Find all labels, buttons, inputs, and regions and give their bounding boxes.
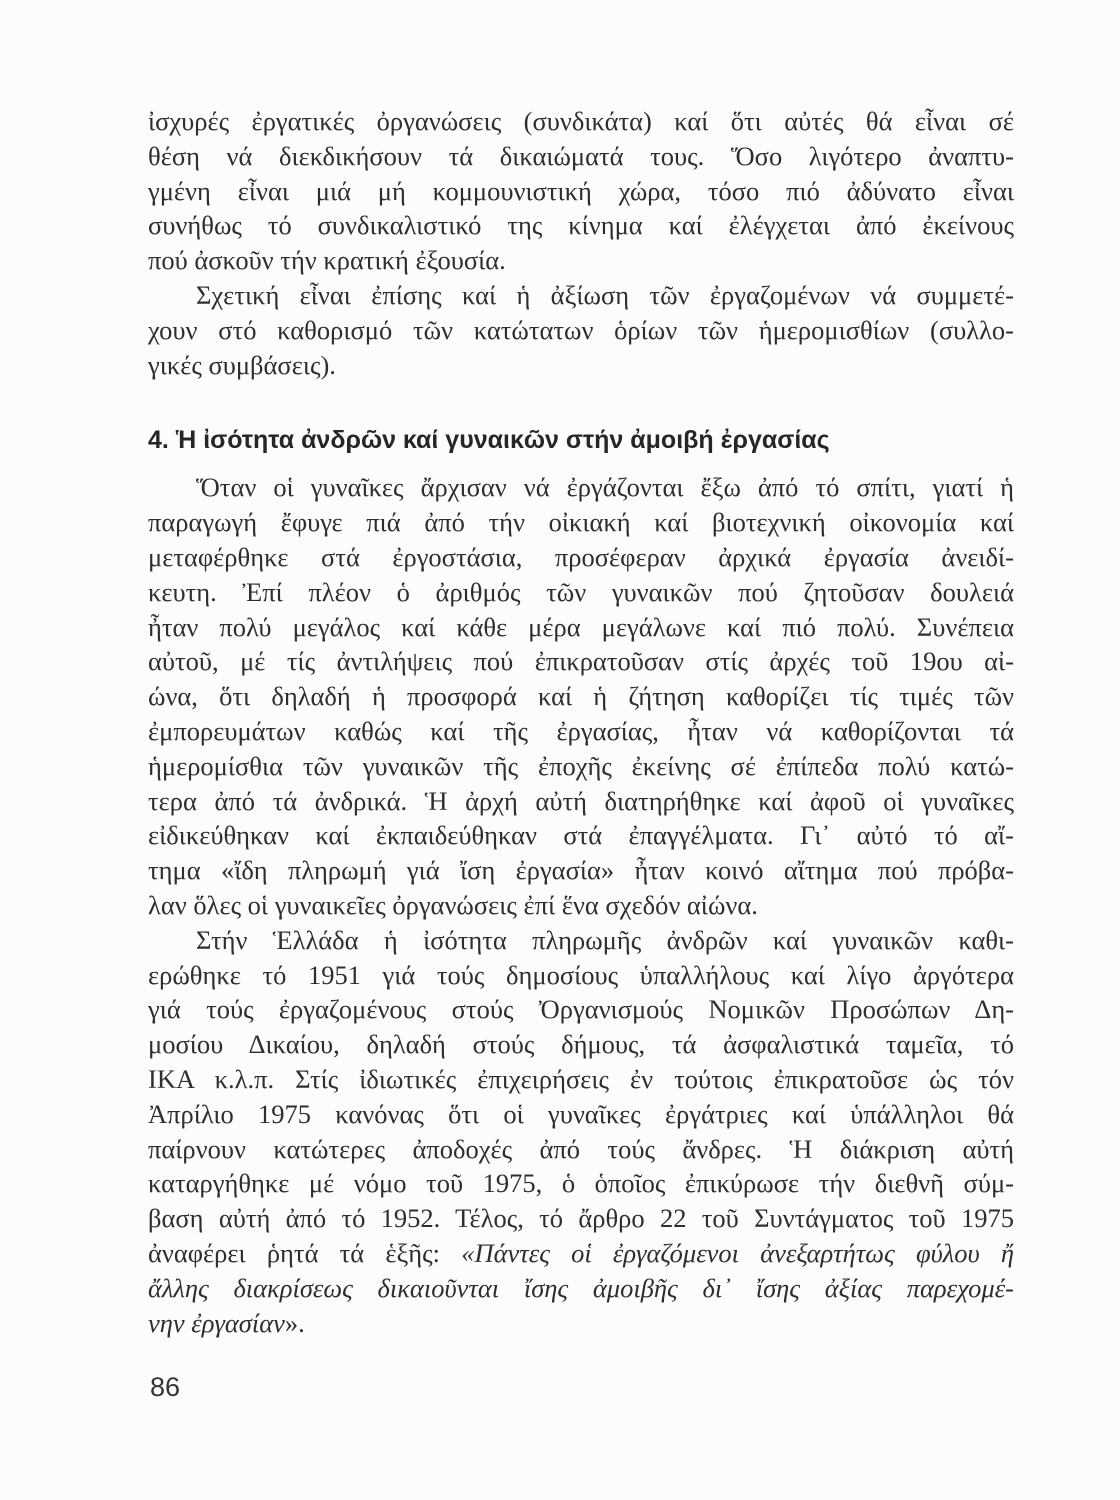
line-text: ἀναφέρει ῥητά τά ἑξῆς: <box>148 1237 462 1268</box>
text-line <box>148 243 1014 278</box>
quoted-constitution-text: «Πάντες οἱ ἐργαζόμενοι ἀνεξαρτήτως φύλου ἤ <box>461 1237 1014 1268</box>
text-line <box>148 853 1014 888</box>
text-line <box>148 644 1014 679</box>
text-line <box>148 1027 1014 1062</box>
text-line <box>148 679 1014 714</box>
text-line <box>148 575 1014 610</box>
text-line <box>148 749 1014 784</box>
line-text: ἰσχυρές ἐργατικές ὀργανώσεις (συνδικάτα) καί ὅτι αὐτές θά εἶναι σέ <box>148 106 1014 136</box>
line-text: ερώθηκε τό 1951 γιά τούς δημοσίους ὑπαλλήλους καί λίγο ἀργότερα <box>148 959 1014 990</box>
paragraph <box>148 470 1014 922</box>
text-line <box>148 1166 1014 1201</box>
paragraph <box>148 923 1014 1341</box>
text-line <box>148 348 1014 383</box>
line-text: πού ἀσκοῦν τήν κρατική ἐξουσία. <box>148 245 506 276</box>
text-line <box>148 1132 1014 1167</box>
page-number: 86 <box>150 1372 181 1402</box>
line-text: εἰδικεύθηκαν καί ἐκπαιδεύθηκαν στά ἐπαγγέλματα. Γι᾽ αὐτό τό αἴ- <box>148 820 1014 851</box>
text-line <box>148 1097 1014 1132</box>
line-text: κευτη. Ἐπί πλέον ὁ ἀριθμός τῶν γυναικῶν πού ζητοῦσαν δουλειά <box>148 576 1014 607</box>
line-text: γικές συμβάσεις). <box>148 349 336 380</box>
line-text: Στήν Ἑλλάδα ἡ ἰσότητα πληρωμῆς ἀνδρῶν καί γυναικῶν καθι- <box>196 924 1014 955</box>
text-line <box>148 104 1014 139</box>
line-text: παίρνουν κατώτερες ἀποδοχές ἀπό τούς ἄνδρες. Ἡ διάκριση αὐτή <box>148 1133 1014 1164</box>
text-line <box>148 1236 1014 1271</box>
line-text: Ἀπρίλιο 1975 κανόνας ὅτι οἱ γυναῖκες ἐργάτριες καί ὑπάλληλοι θά <box>148 1098 1014 1129</box>
line-text: λαν ὅλες οἱ γυναικεῖες ὀργανώσεις ἐπί ἕνα σχεδόν αἰώνα. <box>148 889 758 920</box>
text-line <box>148 923 1014 958</box>
line-text: ἐμπορευμάτων καθώς καί τῆς ἐργασίας, ἦταν νά καθορίζονται τά <box>148 715 1014 746</box>
line-text: τερα ἀπό τά ἀνδρικά. Ἡ ἀρχή αὐτή διατηρήθηκε καί ἀφοῦ οἱ γυναῖκες <box>148 785 1014 816</box>
line-text: Ὅταν οἱ γυναῖκες ἄρχισαν νά ἐργάζονται ἔξω ἀπό τό σπίτι, γιατί ἡ <box>196 472 1014 503</box>
line-text: μεταφέρθηκε στά ἐργοστάσια, προσέφεραν ἀρχικά ἐργασία ἀνειδί- <box>148 541 1014 572</box>
text-line <box>148 610 1014 645</box>
line-text: μοσίου Δικαίου, δηλαδή στούς δήμους, τά ἀσφαλιστικά ταμεῖα, τό <box>148 1029 1014 1060</box>
text-line <box>148 139 1014 174</box>
line-text: γμένη εἶναι μιά μή κομμουνιστική χώρα, τόσο πιό ἀδύνατο εἶναι <box>148 175 1014 206</box>
text-line <box>148 1271 1014 1306</box>
section-continued-text <box>148 104 1014 382</box>
text-line <box>148 992 1014 1027</box>
line-text: αὐτοῦ, μέ τίς ἀντιλήψεις πού ἐπικρατοῦσαν στίς ἀρχές τοῦ 19ου αἰ- <box>148 646 1014 677</box>
text-line <box>148 1306 1014 1341</box>
text-line <box>148 470 1014 505</box>
document-body <box>148 104 1014 1340</box>
line-text: θέση νά διεκδικήσουν τά δικαιώματά τους. Ὅσο λιγότερο ἀναπτυ- <box>148 140 1014 171</box>
section-4-text <box>148 470 1014 1340</box>
text-line <box>148 174 1014 209</box>
line-text: βαση αὐτή ἀπό τό 1952. Τέλος, τό ἄρθρο 22 τοῦ Συντάγματος τοῦ 1975 <box>148 1203 1014 1234</box>
line-text: συνήθως τό συνδικαλιστικό της κίνημα καί ἐλέγχεται ἀπό ἐκείνους <box>148 210 1014 241</box>
paragraph <box>148 104 1014 278</box>
text-line <box>148 505 1014 540</box>
quoted-constitution-text: ἄλλης διακρίσεως δικαιοῦνται ἴσης ἀμοιβῆς δι᾽ ἴσης ἀξίας παρεχομέ- <box>148 1272 1014 1303</box>
text-line <box>148 540 1014 575</box>
text-line <box>148 818 1014 853</box>
line-text: παραγωγή ἔφυγε πιά ἀπό τήν οἰκιακή καί βιοτεχνική οἰκονομία καί <box>148 507 1014 538</box>
text-line <box>148 714 1014 749</box>
text-line <box>148 958 1014 993</box>
text-line <box>148 888 1014 923</box>
section-heading: 4. Ἡ ἰσότητα ἀνδρῶν καί γυναικῶν στήν ἀμοιβή ἐργασίας <box>148 426 830 455</box>
line-text: ἡμερομίσθια τῶν γυναικῶν τῆς ἐποχῆς ἐκείνης σέ ἐπίπεδα πολύ κατώ- <box>148 750 1014 781</box>
line-text: καταργήθηκε μέ νόμο τοῦ 1975, ὁ ὁποῖος ἐπικύρωσε τήν διεθνῆ σύμ- <box>148 1168 1014 1199</box>
text-line <box>148 278 1014 313</box>
line-text: τημα «ἴδη πληρωμή γιά ἴση ἐργασία» ἦταν κοινό αἴτημα πού πρόβα- <box>148 855 1014 886</box>
quoted-constitution-text: νην ἐργασίαν <box>148 1307 285 1338</box>
line-text: ΙΚΑ κ.λ.π. Στίς ἰδιωτικές ἐπιχειρήσεις ἐν τούτοις ἐπικρατοῦσε ὡς τόν <box>148 1063 1014 1094</box>
text-line <box>148 208 1014 243</box>
paragraph <box>148 278 1014 382</box>
text-line <box>148 313 1014 348</box>
line-text: ώνα, ὅτι δηλαδή ἡ προσφορά καί ἡ ζήτηση καθορίζει τίς τιμές τῶν <box>148 681 1014 712</box>
line-text: ». <box>284 1307 305 1338</box>
line-text: γιά τούς ἐργαζομένους στούς Ὀργανισμούς Νομικῶν Προσώπων Δη- <box>148 994 1014 1025</box>
line-text: ἦταν πολύ μεγάλος καί κάθε μέρα μεγάλωνε καί πιό πολύ. Συνέπεια <box>148 611 1014 642</box>
text-line <box>148 784 1014 819</box>
line-text: Σχετική εἶναι ἐπίσης καί ἡ ἀξίωση τῶν ἐργαζομένων νά συμμετέ- <box>196 279 1014 310</box>
text-line <box>148 1062 1014 1097</box>
text-line <box>148 1201 1014 1236</box>
line-text: χουν στό καθορισμό τῶν κατώτατων ὁρίων τῶν ἡμερομισθίων (συλλο- <box>148 314 1014 345</box>
